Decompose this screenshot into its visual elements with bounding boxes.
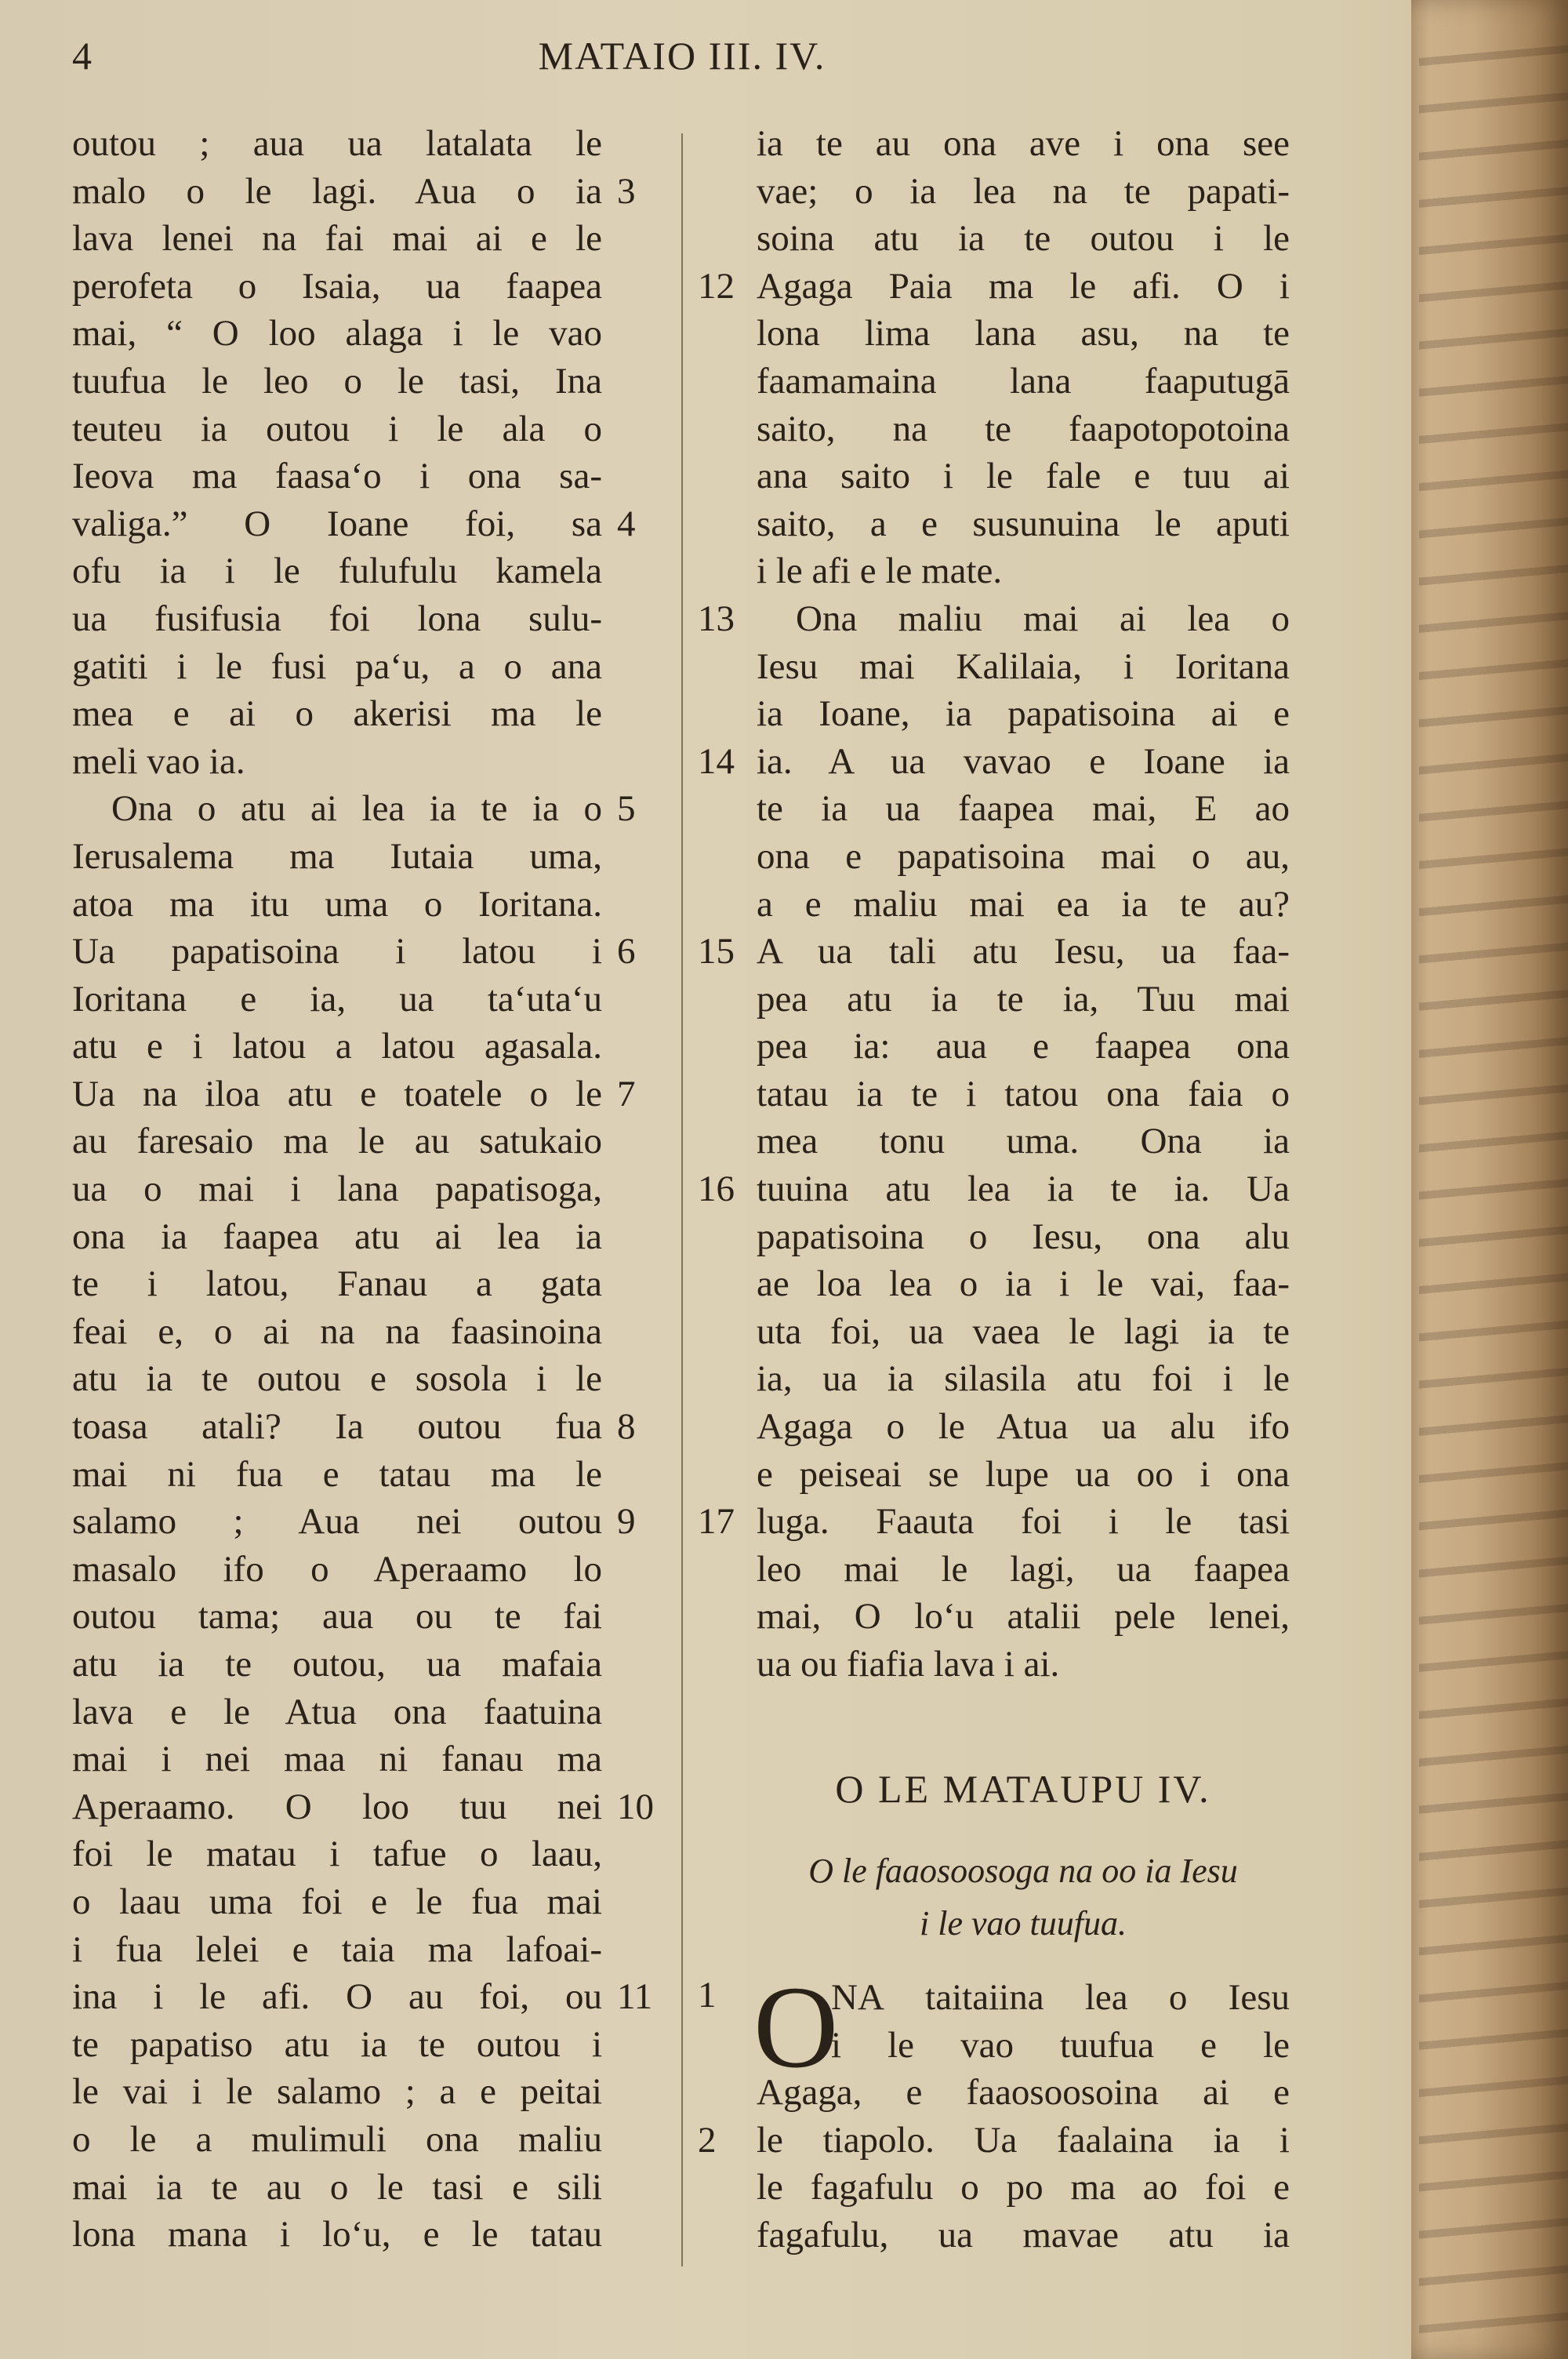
text-line: mai, “ O loo alaga i le vao [72, 313, 602, 354]
text-line: ua ou fiafia lava i ai. [757, 1644, 1060, 1685]
text-line: saito, a e susunuina le aputi [757, 503, 1290, 544]
text-line: toasa atali? Ia outou fua 8 [72, 1403, 602, 1451]
text-line: ia, ua ia silasila atu foi i le [757, 1358, 1290, 1400]
verse-number: 16 [698, 1169, 735, 1210]
text-line: au faresaio ma le au satukaio [72, 1121, 602, 1162]
text-line: lava e le Atua ona faatuina [72, 1691, 602, 1732]
text-line: Ierusalema ma Iutaia uma, [72, 835, 602, 877]
text-line: ina i le afi. O au foi, ou 11 [72, 1973, 602, 2021]
chapter-subtitle: i le vao tuufua. [920, 1904, 1127, 1943]
text-line: ana saito i le fale e tuu ai [757, 456, 1290, 497]
verse-number: 4 [617, 503, 636, 544]
text-line: tuufua le leo o le tasi, Ina [72, 360, 602, 402]
text-line: pea atu ia te ia, Tuu mai [757, 978, 1290, 1020]
drop-cap: O [753, 1962, 839, 2092]
text-line: i le vao tuufua e le [831, 2024, 1290, 2066]
facing-page-edge [1411, 0, 1568, 2359]
text-line: i fua lelei e taia ma lafoai- [72, 1928, 602, 1970]
text-line: faamamaina lana faaputugā [757, 360, 1290, 402]
text-line: lona mana i lo‘u, e le tatau [72, 2214, 602, 2255]
text-line: Agaga o le Atua ua alu ifo [757, 1406, 1290, 1448]
text-line: Ua na iloa atu e toatele o le 7 [72, 1070, 602, 1118]
text-line: masalo ifo o Aperaamo lo [72, 1548, 602, 1590]
text-line: leo mai le lagi, ua faapea [757, 1548, 1290, 1590]
verse-number: 3 [617, 170, 636, 212]
text-line: ia te au ona ave i ona see [757, 123, 1290, 164]
verse-number: 17 [698, 1501, 735, 1543]
text-line: Agaga Paia ma le afi. O i 12 [757, 263, 1290, 311]
text-line: Iesu mai Kalilaia, i Ioritana [757, 645, 1290, 687]
text-line: ona e papatisoina mai o au, [757, 835, 1290, 877]
text-line: salamo ; Aua nei outou 9 [72, 1498, 602, 1546]
verse-number: 8 [617, 1406, 636, 1448]
text-line: Agaga, e faaosoosoina ai e [757, 2072, 1290, 2114]
text-line: ona ia faapea atu ai lea ia [72, 1216, 602, 1257]
verse-number: 9 [617, 1501, 636, 1543]
page-number: 4 [72, 34, 92, 78]
verse-number: 1 [698, 1975, 717, 2016]
text-line: te i latou, Fanau a gata [72, 1263, 602, 1305]
text-line: a e maliu mai ea ia te au? [757, 883, 1290, 925]
text-line: saito, na te faapotopotoina [757, 408, 1290, 449]
text-line: soina atu ia te outou i le [757, 218, 1290, 260]
text-line: o le a mulimuli ona maliu [72, 2118, 602, 2160]
text-line: e peiseai se lupe ua oo i ona [757, 1453, 1290, 1495]
text-line: le fagafulu o po ma ao foi e [757, 2167, 1290, 2208]
text-line: mai ia te au o le tasi e sili [72, 2166, 602, 2208]
text-line: Ioritana e ia, ua ta‘uta‘u [72, 978, 602, 1020]
text-line: atu e i latou a latou agasala. [72, 1026, 602, 1067]
verse-number: 2 [698, 2119, 717, 2161]
text-line: uta foi, ua vaea le lagi ia te [757, 1310, 1290, 1352]
text-line: mai i nei maa ni fanau ma [72, 1739, 602, 1780]
text-line: A ua tali atu Iesu, ua faa- 15 [757, 928, 1290, 976]
text-line: malo o le lagi. Aua o ia 3 [72, 168, 602, 216]
text-line: mai ni fua e tatau ma le [72, 1453, 602, 1495]
text-line: te papatiso atu ia te outou i [72, 2023, 602, 2065]
verse-number: 5 [617, 788, 636, 830]
text-line: mea tonu uma. Ona ia [757, 1121, 1290, 1162]
text-line: fagafulu, ua mavae atu ia [757, 2214, 1290, 2255]
verse-number: 10 [617, 1786, 654, 1827]
text-line: mea e ai o akerisi ma le [72, 693, 602, 735]
small-caps-text: NA [831, 1977, 884, 2018]
text-line: lona lima lana asu, na te [757, 313, 1290, 354]
text-line: outou tama; aua ou te fai [72, 1596, 602, 1637]
text-line: feai e, o ai na na faasinoina [72, 1310, 602, 1352]
verse-number: 14 [698, 740, 735, 782]
line-text: taitaiina lea o Iesu [884, 1977, 1290, 2018]
text-line: le vai i le salamo ; a e peitai [72, 2071, 602, 2113]
column-divider [681, 133, 683, 2266]
text-line: vae; o ia lea na te papati- [757, 170, 1290, 212]
text-line: ae loa lea o ia i le vai, faa- [757, 1263, 1290, 1305]
text-line: valiga.” O Ioane foi, sa 4 [72, 500, 602, 548]
text-line: foi le matau i tafue o laau, [72, 1834, 602, 1875]
text-line: ofu ia i le fulufulu kamela [72, 551, 602, 592]
text-line: Ieova ma faasa‘o i ona sa- [72, 456, 602, 497]
text-line: ua fusifusia foi lona sulu- [72, 598, 602, 639]
verse-number: 15 [698, 931, 735, 972]
text-line: ua o mai i lana papatisoga, [72, 1169, 602, 1210]
text-line: perofeta o Isaia, ua faapea [72, 265, 602, 307]
text-line: meli vao ia. [72, 740, 245, 782]
verse-number: 6 [617, 931, 636, 972]
text-line: Ona o atu ai lea ia te ia o 5 [72, 785, 602, 833]
text-line: tuuina atu lea ia te ia. Ua 16 [757, 1165, 1290, 1213]
text-line: pea ia: aua e faapea ona [757, 1026, 1290, 1067]
text-line: atu ia te outou e sosola i le [72, 1358, 602, 1400]
text-line: o laau uma foi e le fua mai [72, 1881, 602, 1922]
chapter-verses [698, 1962, 1290, 2259]
text-line: lava lenei na fai mai ai e le [72, 218, 602, 260]
right-column [698, 120, 1290, 1688]
text-line: mai, O lo‘u atalii pele lenei, [757, 1596, 1290, 1637]
text-line: tatau ia te i tatou ona faia o [757, 1073, 1290, 1114]
chapter-heading: O LE MATAUPU IV. [835, 1767, 1211, 1811]
text-line: atoa ma itu uma o Ioritana. [72, 883, 602, 925]
text-line: ia. A ua vavao e Ioane ia 14 [757, 738, 1290, 786]
text-line: papatisoina o Iesu, ona alu [757, 1216, 1290, 1257]
text-line: gatiti i le fusi pa‘u, a o ana [72, 645, 602, 687]
verse-number: 7 [617, 1073, 636, 1114]
text-line: Ua papatisoina i latou i 6 [72, 928, 602, 976]
running-head: MATAIO III. IV. [538, 34, 826, 78]
text-line: Aperaamo. O loo tuu nei 10 [72, 1783, 602, 1831]
text-line: luga. Faauta foi i le tasi 17 [757, 1498, 1290, 1546]
verse-number: 13 [698, 598, 735, 639]
text-line: teuteu ia outou i le ala o [72, 408, 602, 449]
text-line: i le afi e le mate. [757, 551, 1003, 592]
chapter-subtitle: O le faaosoosoga na oo ia Iesu [808, 1852, 1238, 1890]
facing-page-text-blur [1419, 31, 1568, 2353]
text-line [757, 1974, 1290, 2022]
text-line: le tiapolo. Ua faalaina ia i 2 [757, 2117, 1290, 2165]
text-line: atu ia te outou, ua mafaia [72, 1644, 602, 1685]
verse-number: 11 [617, 1976, 653, 2018]
text-line: Ona maliu mai ai lea o 13 [757, 595, 1290, 643]
text-line: outou ; aua ua latalata le [72, 123, 602, 164]
text-line: ia Ioane, ia papatisoina ai e [757, 693, 1290, 735]
left-column [72, 120, 654, 2259]
verse-number: 12 [698, 265, 735, 307]
text-line: te ia ua faapea mai, E ao [757, 788, 1290, 830]
